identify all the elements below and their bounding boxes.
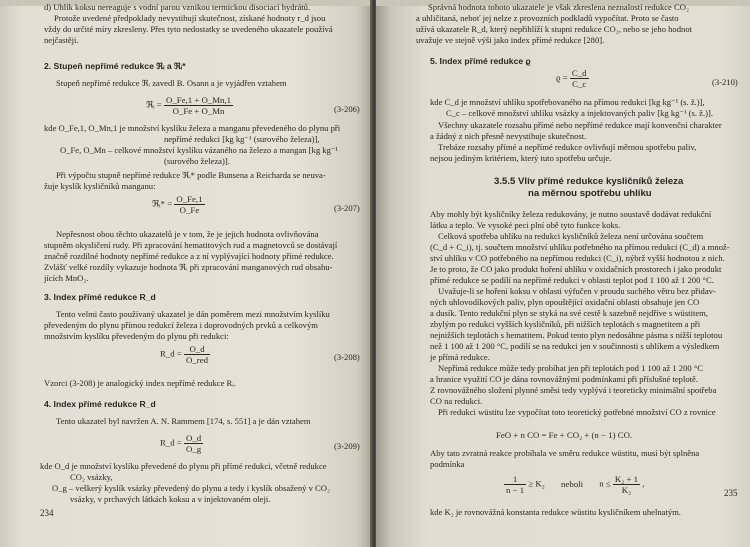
equation-denominator: O_red [186, 355, 209, 365]
paragraph: kde K₂ je rovnovážná konstanta redukce wüstitu kysličníkem uhelnatým. [430, 507, 681, 517]
paragraph: Vzorci (3-208) je analogický index nepřímé redukce Rᵢ. [44, 378, 236, 388]
equation-number: (3-209) [334, 441, 360, 451]
text-line: a žádný z nich přesně nevystihuje skutečnost. [430, 131, 587, 141]
text-line: Je to proto, že CO jako produkt hoření uhlíku v oxidačních prostorech i jako produkt [430, 264, 722, 274]
text-line: O_g – veškerý kyslík vsázky převedený do plynu a tedy i kyslík obsažený v CO₂ [52, 483, 330, 493]
equation-number: (3-207) [334, 203, 360, 213]
text-line: Při redukci wüstitu lze vypočítat toto teoretický potřebné množství CO z rovnice [438, 407, 716, 417]
text-line: Nepřímá redukce může tedy probíhat jen při teplotách pod 1 100 až 1 200 °C [438, 363, 703, 373]
text-line: uvažuje ve stejně výši jako index přímé redukce [280]. [416, 35, 605, 45]
paragraph [44, 170, 326, 192]
right-intro [416, 2, 692, 46]
text-line: Z rovnovážného složení plynné směsi tedy vyplývá i teoreticky minimální spotřeba [430, 385, 717, 395]
equation-numerator: O_d [184, 344, 210, 355]
text-line: Zvlášť velké rozdíly vykazuje hodnota ℜᵢ při zpracování manganových rud obsahu- [44, 262, 333, 272]
equation-relation: ≥ K₂ [528, 478, 545, 489]
section-heading: 3. Index přímé redukce R_d [44, 292, 156, 302]
equation-denominator: O_Fe [179, 205, 200, 215]
text-line: nejsou jediným kritériem, který tuto spotřebu určuje. [430, 153, 612, 163]
equation-punctuation: , [642, 478, 645, 489]
text-line: Aby tato zvratná reakce probíhala ve směru redukce wüstitu, musí být splněna [430, 448, 700, 458]
text-line: Trebáze rozsahy přímé a nepřímé redukce ovlivňují měrnou spotřebu paliv, [438, 142, 697, 152]
left-intro [44, 2, 333, 46]
definitions [430, 97, 713, 119]
text-line: látku a teplo. Ve vysoké peci plní obě tyto funkce koks. [430, 220, 621, 230]
text-line: Nepřesnost obou těchto ukazatelů je v tom, že je jejich hodnota ovlivňována [56, 229, 319, 239]
text-line: Tento velmi často používaný ukazatel je dán poměrem mezi množstvím kyslíku [56, 309, 330, 319]
paragraph [430, 448, 699, 470]
page-number: 235 [724, 488, 738, 498]
text-line: (surového železa)]. [164, 156, 230, 166]
text-line: kde O_Fe,1, O_Mn,1 je množství kyslíku železa a manganu převedeného do plynu při [44, 123, 341, 133]
right-page [376, 0, 750, 547]
equation-3-210 [556, 68, 589, 89]
text-line: užívá ukazatele R_d, který nepřihlíží k stupni redukce CO₂, nebo se jeho hodnot [416, 24, 693, 34]
equation-denominator: C_c [572, 79, 587, 89]
text-line: přímé redukce se podílí na nepřímé redukci v oblasti teplot pod 1 100 až 1 200 °C. [430, 275, 714, 285]
equation-lhs: ℜᵢ = [146, 99, 162, 110]
text-line: CO na redukci. [430, 396, 483, 406]
equation-denominator: O_Fe + O_Mn [172, 106, 225, 116]
text-line: je přímá redukce. [430, 352, 490, 362]
text-line: d) Uhlík koksu nereaguje s vodní parou vznikou termickou disociací hydrátů. [44, 2, 311, 12]
equation-numerator: C_d [571, 68, 587, 78]
equation-denominator: K₂ [621, 485, 632, 495]
text-line: Uvažuje-li se hoření koksu v oblasti výfučen v proudu suchého větru bez přidav- [438, 286, 716, 296]
text-line: Celková spotřeba uhlíku na redukci kysličníků železa není určována součtem [438, 231, 704, 241]
text-line: zbylým po redukci vyšších kysličníků, při nižších teplotách s magnetitem a při [430, 319, 701, 329]
reaction-equation: FeO + n CO = Fe + CO₂ + (n − 1) CO. [496, 430, 633, 440]
equation-connector: neboli [561, 478, 584, 489]
equation-number: (3-206) [334, 104, 360, 114]
paragraph: Stupeň nepřímé redukce ℜᵢ zavedl B. Osann a je vyjádřen vztahem [56, 78, 287, 88]
paragraph [44, 229, 337, 284]
text-line: ství uhlíku v CO potřebného na nepřímou redukci (C_i), nýbrž vyšší hodnotou z nich. [430, 253, 725, 263]
text-line: vždy do určité míry zkresleny. Přes tyto nedostatky se uvedeného ukazatele používá [44, 24, 333, 34]
definitions [44, 123, 340, 167]
text-line: převedeným do plynu přímou redukcí železa i doprovodných prvků a celkovým [44, 320, 318, 330]
equation-number: (3-208) [334, 352, 360, 362]
text-line: nejčastěji. [44, 35, 79, 45]
text-line: CO₂ vsázky, [70, 472, 113, 482]
equation-lhs: ϱ = [556, 72, 568, 83]
text-line: nejnižších teplotách s hematitem. Pokud tento plyn nedosáhne pásma s nižší teplotou [430, 330, 723, 340]
equation-numerator: O_d [186, 433, 202, 443]
text-line: Aby mohly být kysličníky železa redukovány, je nutno soustavě dodávat redukční [430, 209, 712, 219]
paragraph [430, 209, 730, 418]
text-line: Všechny ukazatele rozsahu přímé nebo nepřímé redukce mají konvenční charakter [438, 120, 722, 130]
equation-numerator: 1 [504, 474, 526, 485]
left-page [0, 0, 372, 547]
text-line: ných uhlovodíkových paliv, plyn opouštějící oxidační oblasti obsahuje jen CO [430, 297, 700, 307]
equation-variable: n ≤ [599, 478, 611, 489]
paragraph: Tento ukazatel byl navržen A. N. Rammem [174, s. 551] a je dán vztahem [56, 416, 311, 426]
text-line: stupněm okysličení rudy. Při zpracování hematitových rud a magnetovců se dostávají [44, 240, 338, 250]
text-line: Při výpočtu stupně nepřímé redukce ℜᵢ* podle Bunsena a Reicharda se neuva- [56, 170, 326, 180]
section-title-line: 3.5.5 Vliv přímé redukce kysličníků železa [494, 176, 684, 187]
section-heading: 5. Index přímé redukce ϱ [430, 56, 531, 66]
paragraph [44, 309, 330, 342]
equation-lhs: R_d = [160, 348, 182, 359]
section-heading: 4. Index přímé redukce R_d [44, 399, 156, 409]
text-line: podmínka [430, 459, 465, 469]
text-line: jících MnO₂. [44, 273, 89, 283]
text-line: vsázky, v prchavých látkách koksu a v injektovaném oleji. [70, 494, 271, 504]
equation-numerator: O_Fe,1 + O_Mn,1 [165, 95, 232, 105]
equation-number: (3-210) [712, 77, 738, 87]
equation-3-208 [160, 344, 210, 365]
text-line: nepřímé redukci [kg kg⁻¹ (surového železa)], [164, 134, 320, 144]
text-line: (C_d + C_i), tj. součtem množství uhlíku potřebného na přímou redukci (C_d) a množ- [430, 242, 730, 252]
equation-denominator: O_g [186, 444, 202, 454]
text-line: značně rozdílné hodnoty nepřímé redukce a z ní vyplývající hodnoty přímé redukce. [44, 251, 334, 261]
paragraph [430, 120, 722, 164]
text-line: množstvím kyslíku převedeným do plynu při redukci: [44, 331, 229, 341]
text-line: O_Fe, O_Mn – celkové množství kyslíku vázaného na železo a mangan [kg kg⁻¹ [60, 145, 338, 155]
condition-equation [504, 474, 644, 495]
text-line: kde C_d je množství uhlíku spotřebovaného na přímou redukci [kg kg⁻¹ (s. ž.)], [430, 97, 705, 107]
text-line: C_c – celkové množství uhlíku vsázky a injektovaných paliv [kg kg⁻¹ (s. ž.)]. [446, 108, 714, 118]
equation-denominator: n − 1 [506, 485, 525, 495]
equation-numerator: K₂ + 1 [614, 474, 639, 484]
equation-lhs: ℜᵢ* = [152, 198, 173, 209]
text-line: a uhličitaná, neboť jej nelze z provozních podkladů vypočítat. Proto se často [416, 13, 679, 23]
equation-3-207 [152, 194, 205, 215]
equation-lhs: R_d = [160, 437, 182, 448]
text-line: žuje kyslík kysličníků manganu: [44, 181, 156, 191]
text-line: kde O_d je množství kyslíku převedené do plynu při přímé redukci, včetně redukce [40, 461, 327, 471]
equation-3-206 [146, 95, 233, 116]
text-line: Správná hodnota tohoto ukazatele je však zkreslena neznalostí redukce CO₂ [428, 2, 689, 12]
text-line: a hranice využití CO je dána rovnovážnými podmínkami při příslušné teplotě. [430, 374, 699, 384]
equation-numerator: O_Fe,1 [176, 194, 203, 204]
page-number: 234 [40, 508, 54, 518]
text-line: než 1 100 až 1 200 °C, podílí se na redukci jen v součinnosti s uhlíkem a výsledkem [430, 341, 720, 351]
text-line: Protože uvedené předpoklady nevystihují skutečnost, získané hodnoty r_d jsou [54, 13, 326, 23]
section-heading: 2. Stupeň nepřímé redukce ℜᵢ a ℜᵢ* [44, 61, 186, 71]
text-line: a dusík. Tento redukční plyn se styká na své cestě k sazebně nejdříve s wüstitem, [430, 308, 708, 318]
section-title-line: na měrnou spotřebu uhlíku [528, 188, 652, 199]
section-heading [494, 176, 683, 200]
equation-3-209 [160, 433, 203, 454]
definitions [40, 461, 330, 505]
